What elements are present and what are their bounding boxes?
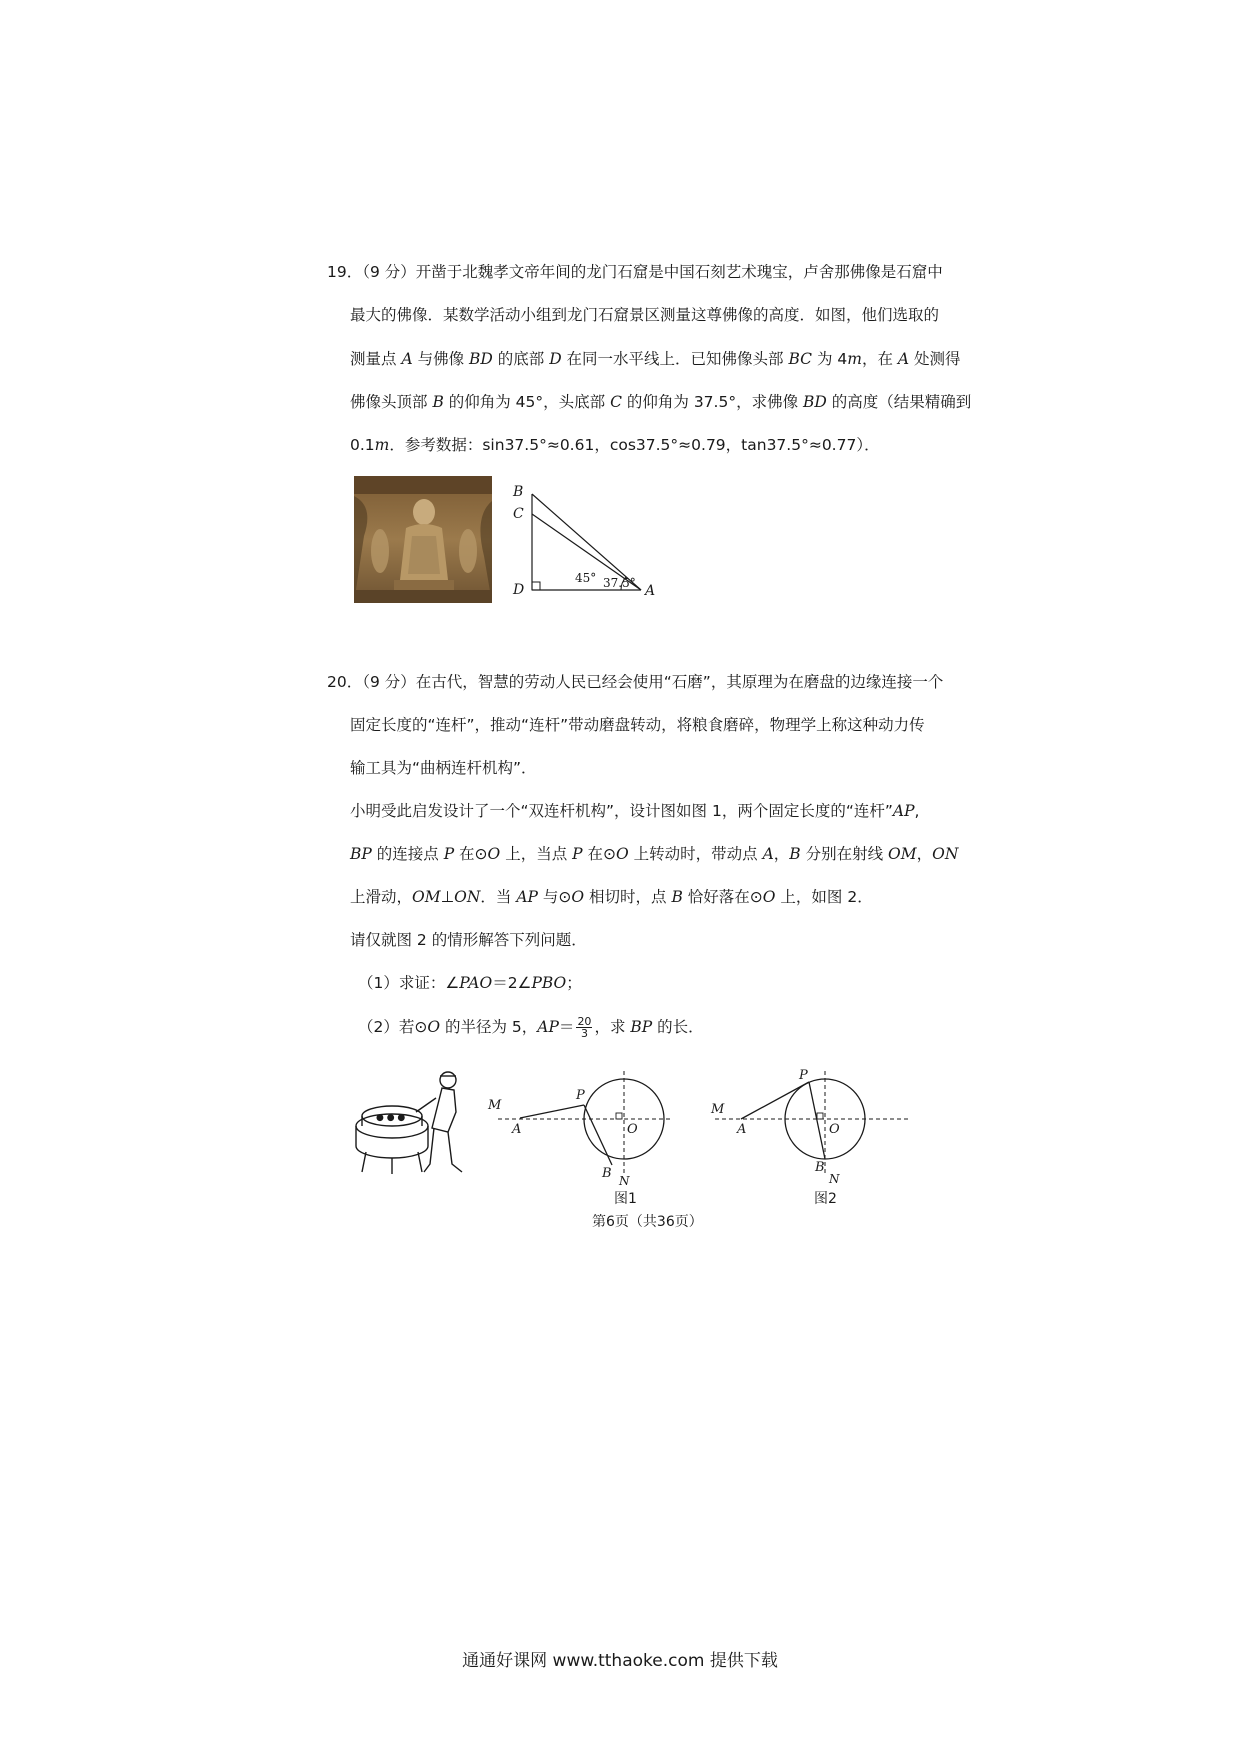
fig2-label-N: N [829,1172,840,1186]
q20-line-7: 请仅就图 2 的情形解答下列问题． [350,931,587,949]
q19-line-4: 佛像头顶部 B 的仰角为 45°，头底部 C 的仰角为 37.5°，求佛像 BD 的高度（结果精确到 [350,393,972,411]
svg-text:● ● ●: ● ● ● [376,1113,406,1123]
fig2-label-P: P [799,1068,808,1083]
fig1-label-A: A [512,1122,522,1137]
fig2-label-B: B [815,1160,825,1175]
q20-figure-2 [705,1063,915,1193]
q19-triangle-figure [505,478,665,604]
q19-line-3: 测量点 A 与佛像 BD 的底部 D 在同一水平线上．已知佛像头部 BC 为 4m，在 A 处测得 [350,350,961,368]
figure-2-caption: 图2 [814,1191,837,1207]
q20-line-6: 上滑动，OM⊥ON．当 AP 与⊙O 相切时，点 B 恰好落在⊙O 上，如图 2． [350,888,873,906]
fig1-label-O: O [627,1122,638,1137]
fig2-label-M: M [711,1102,725,1117]
fraction-20-3: $\frac{20}{3}$ [577,1015,592,1040]
fig2-label-O: O [829,1122,840,1137]
fig19-label-B: B [513,484,524,500]
buddha-statue-photo [354,476,492,603]
q20-line-5: BP 的连接点 P 在⊙O 上，当点 P 在⊙O 上转动时，带动点 A，B 分别在射线 OM，ON [350,845,959,863]
q19-line-1: 19．（9 分）开凿于北魏孝文帝年间的龙门石窟是中国石刻艺术瑰宝，卢舍那佛像是石窟中 [327,263,943,281]
q20-line-1: 20．（9 分）在古代，智慧的劳动人民已经会使用“石磨”，其原理为在磨盘的边缘连接一个 [327,673,944,691]
q20-figure-1 [484,1063,674,1193]
fig1-label-N: N [619,1174,630,1188]
fig19-angle-45: 45° [575,571,597,585]
fig2-label-A: A [737,1122,747,1137]
q20-line-3: 输工具为“曲柄连杆机构”． [350,759,537,777]
fig1-label-M: M [488,1098,502,1113]
fig19-angle-37-5: 37.5° [603,576,636,590]
q20-subq-2: （2）若⊙O 的半径为 5，AP＝ $\frac{20}{3}$ ，求 BP 的长． [358,1015,704,1040]
q20-line-4: 小明受此启发设计了一个“双连杆机构”，设计图如图 1，两个固定长度的“连杆”AP, [350,802,920,820]
fig19-label-D: D [513,582,525,598]
q19-line-5: 0.1m．参考数据：sin37.5°≈0.61，cos37.5°≈0.79，tan37.5°≈0.77）． [350,436,880,454]
footer-download-note: 通通好课网 www.tthaoke.com 提供下载 [462,1651,778,1671]
millstone-illustration [352,1068,472,1178]
fig19-label-A: A [645,583,656,599]
fig1-label-P: P [576,1088,585,1103]
fig1-label-B: B [602,1166,612,1181]
page-number: 第6页（共36页） [592,1214,703,1230]
q19-line-2: 最大的佛像．某数学活动小组到龙门石窟景区测量这尊佛像的高度．如图，他们选取的 [350,306,940,324]
q20-subq-1: （1）求证：∠PAO＝2∠PBO； [358,974,582,992]
fig19-label-C: C [513,506,524,522]
q20-line-2: 固定长度的“连杆”，推动“连杆”带动磨盘转动，将粮食磨碎，物理学上称这种动力传 [350,716,925,734]
figure-1-caption: 图1 [614,1191,637,1207]
